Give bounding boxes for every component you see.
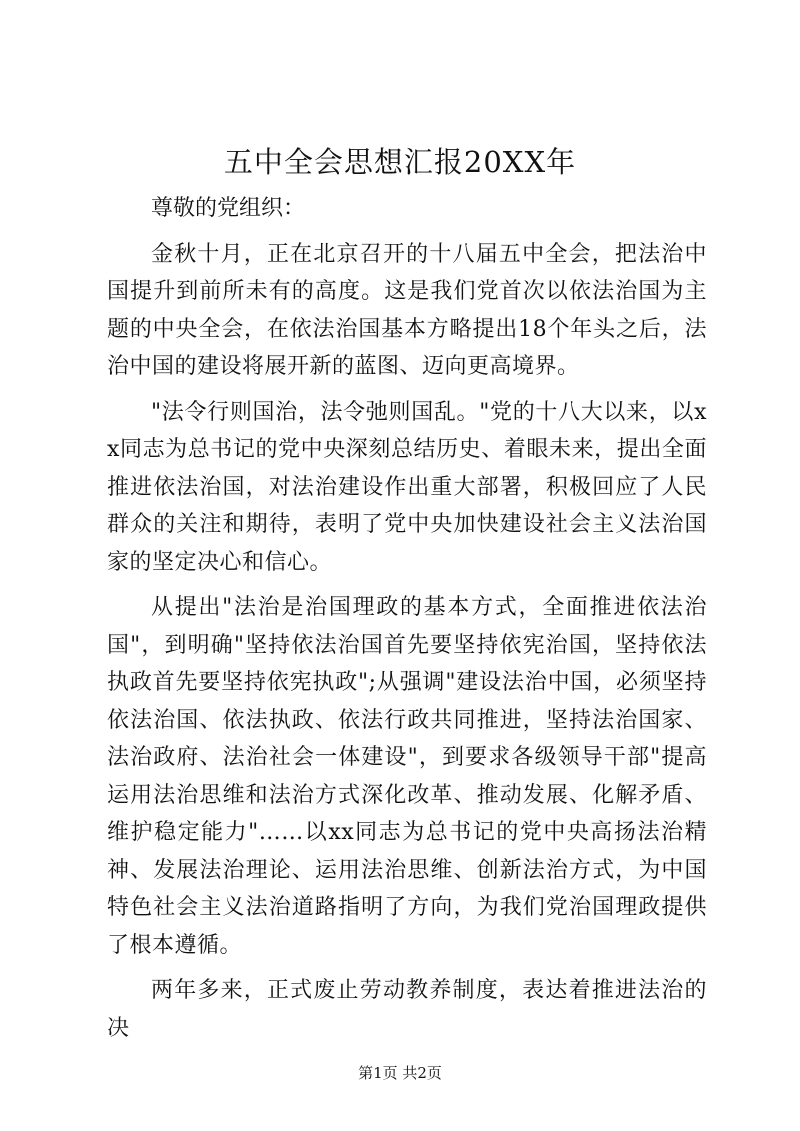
document-title: 五中全会思想汇报20XX年 [223, 145, 577, 179]
paragraph-2: "法令行则国治，法令弛则国乱。"党的十八大以来，以xx同志为总书记的党中央深刻总结历史、着眼未来，提出全面推进依法治国，对法治建设作出重大部署，积极回应了人民群众的关注和期待，表明了党中央加快建设社会主义法治国家的坚定决心和信心。 [107, 399, 707, 575]
salutation: 尊敬的党组织： [151, 196, 306, 221]
page-number: 第1页 共2页 [358, 1064, 442, 1082]
paragraph-3: 从提出"法治是治国理政的基本方式，全面推进依法治国"，到明确"坚持依法治国首先要坚持依宪治国，坚持依法执政首先要坚持依宪执政";从强调"建设法治中国，必须坚持依法治国、依法执政、依法行政共同推进，坚持法治国家、法治政府、法治社会一体建设"，到要求各级领导干部"提高运用法治思维和法治方式深化改革、推动发展、化解矛盾、维护稳定能力"……以xx同志为总书记的党中央高扬法治精神、发展法治理论、运用法治思维、创新法治方式，为中国特色社会主义法治道路指明了方向，为我们党治国理政提供了根本遵循。 [107, 595, 707, 958]
page-footer [0, 1063, 800, 1083]
paragraph-1: 金秋十月，正在北京召开的十八届五中全会，把法治中国提升到前所未有的高度。这是我们党首次以依法治国为主题的中央全会，在依法治国基本方略提出18个年头之后，法治中国的建设将展开新的蓝图、迈向更高境界。 [107, 241, 707, 379]
paragraph-4: 两年多来，正式废止劳动教养制度，表达着推进法治的决 [107, 978, 707, 1041]
document-body [107, 190, 707, 1055]
